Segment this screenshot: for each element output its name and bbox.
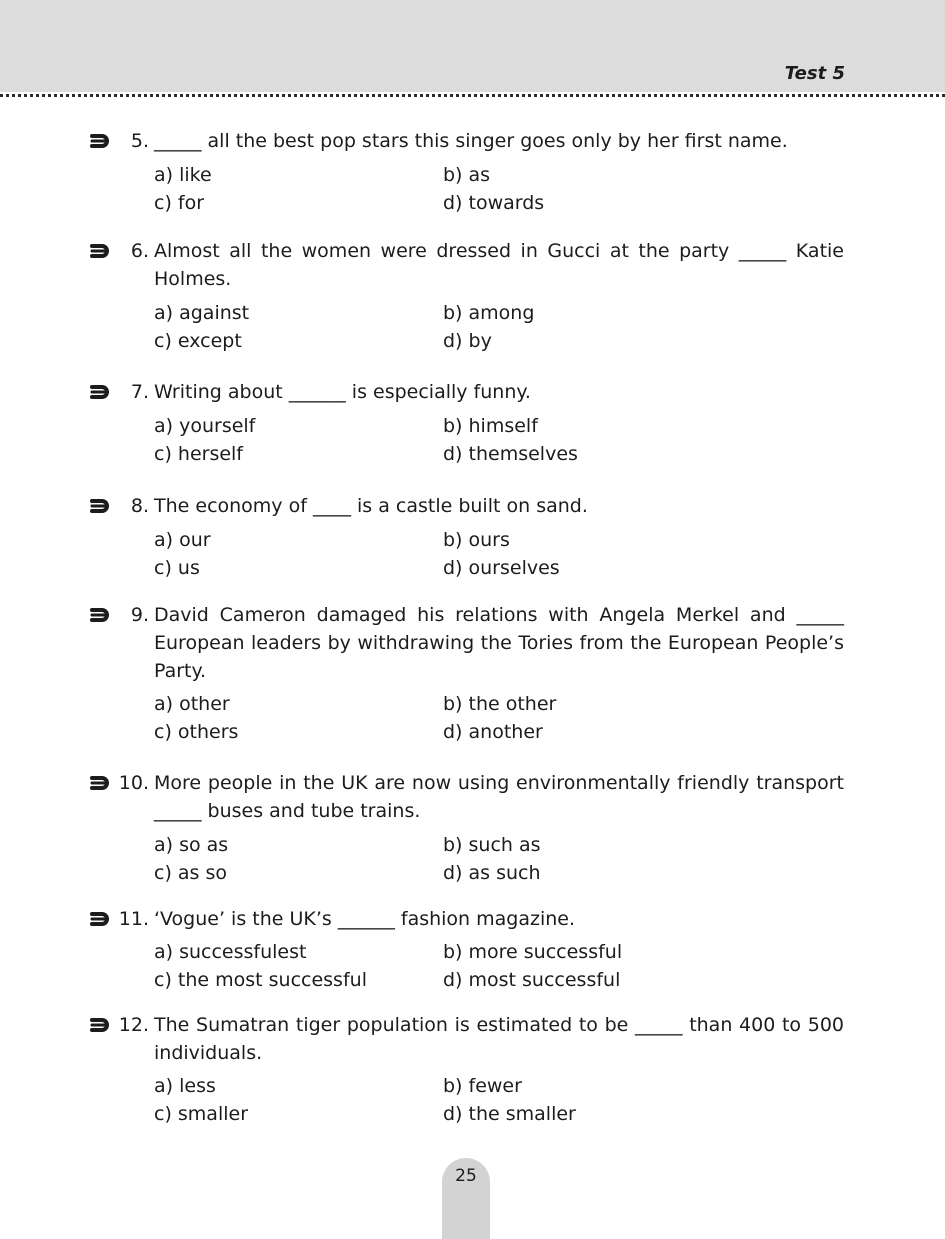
arrow-icon bbox=[90, 908, 112, 930]
option-b: b) himself bbox=[443, 415, 538, 437]
question-number: 9. bbox=[130, 604, 149, 626]
question-number: 12. bbox=[118, 1014, 149, 1036]
question-text: The Sumatran tiger population is estimated to be _____ than 400 to 500 individuals. bbox=[154, 1014, 844, 1064]
option-b: b) ours bbox=[443, 529, 510, 551]
option-c: c) smaller bbox=[154, 1103, 249, 1125]
option-a: a) our bbox=[154, 529, 211, 551]
option-b: b) more successful bbox=[443, 941, 623, 963]
option-c: c) others bbox=[154, 721, 239, 743]
option-c: c) the most successful bbox=[154, 969, 367, 991]
option-a: a) less bbox=[154, 1075, 216, 1097]
option-c: c) for bbox=[154, 192, 205, 214]
question-text: _____ all the best pop stars this singer goes only by her first name. bbox=[154, 130, 788, 152]
question-text: David Cameron damaged his relations with Angela Merkel and _____ European leaders by withdrawing the Tories from the European People’s Party. bbox=[154, 604, 844, 682]
page-number: 25 bbox=[455, 1166, 477, 1186]
option-d: d) as such bbox=[443, 862, 541, 884]
arrow-icon bbox=[90, 495, 112, 517]
option-d: d) towards bbox=[443, 192, 545, 214]
arrow-icon bbox=[90, 1014, 112, 1036]
option-b: b) such as bbox=[443, 834, 541, 856]
arrow-icon bbox=[90, 604, 112, 626]
option-d: d) ourselves bbox=[443, 557, 560, 579]
option-d: d) another bbox=[443, 721, 543, 743]
arrow-icon bbox=[90, 240, 112, 262]
option-a: a) against bbox=[154, 302, 250, 324]
question-text: The economy of ____ is a castle built on sand. bbox=[154, 495, 588, 517]
option-d: d) most successful bbox=[443, 969, 621, 991]
option-c: c) us bbox=[154, 557, 200, 579]
question-text: ‘Vogue’ is the UK’s ______ fashion magazine. bbox=[154, 908, 576, 930]
question-number: 6. bbox=[130, 240, 149, 262]
option-a: a) so as bbox=[154, 834, 229, 856]
option-a: a) other bbox=[154, 693, 230, 715]
option-a: a) yourself bbox=[154, 415, 256, 437]
option-c: c) except bbox=[154, 330, 242, 352]
option-a: a) successfulest bbox=[154, 941, 307, 963]
arrow-icon bbox=[90, 130, 112, 152]
option-b: b) the other bbox=[443, 693, 557, 715]
option-b: b) fewer bbox=[443, 1075, 522, 1097]
question-number: 5. bbox=[130, 130, 149, 152]
option-b: b) among bbox=[443, 302, 535, 324]
option-a: a) like bbox=[154, 164, 212, 186]
test-label: Test 5 bbox=[784, 63, 845, 84]
question-text: More people in the UK are now using environmentally friendly transport _____ buses and tube trains. bbox=[154, 772, 844, 822]
question-text: Almost all the women were dressed in Gucci at the party _____ Katie Holmes. bbox=[154, 240, 844, 290]
option-d: d) the smaller bbox=[443, 1103, 576, 1125]
option-d: d) themselves bbox=[443, 443, 578, 465]
dotted-divider bbox=[0, 94, 945, 97]
option-c: c) herself bbox=[154, 443, 243, 465]
option-d: d) by bbox=[443, 330, 492, 352]
question-text: Writing about ______ is especially funny. bbox=[154, 381, 531, 403]
question-number: 10. bbox=[118, 772, 149, 794]
arrow-icon bbox=[90, 772, 112, 794]
option-c: c) as so bbox=[154, 862, 228, 884]
question-number: 11. bbox=[118, 908, 149, 930]
arrow-icon bbox=[90, 381, 112, 403]
option-b: b) as bbox=[443, 164, 491, 186]
question-number: 7. bbox=[130, 381, 149, 403]
question-number: 8. bbox=[130, 495, 149, 517]
page-number-tab bbox=[442, 1158, 490, 1239]
